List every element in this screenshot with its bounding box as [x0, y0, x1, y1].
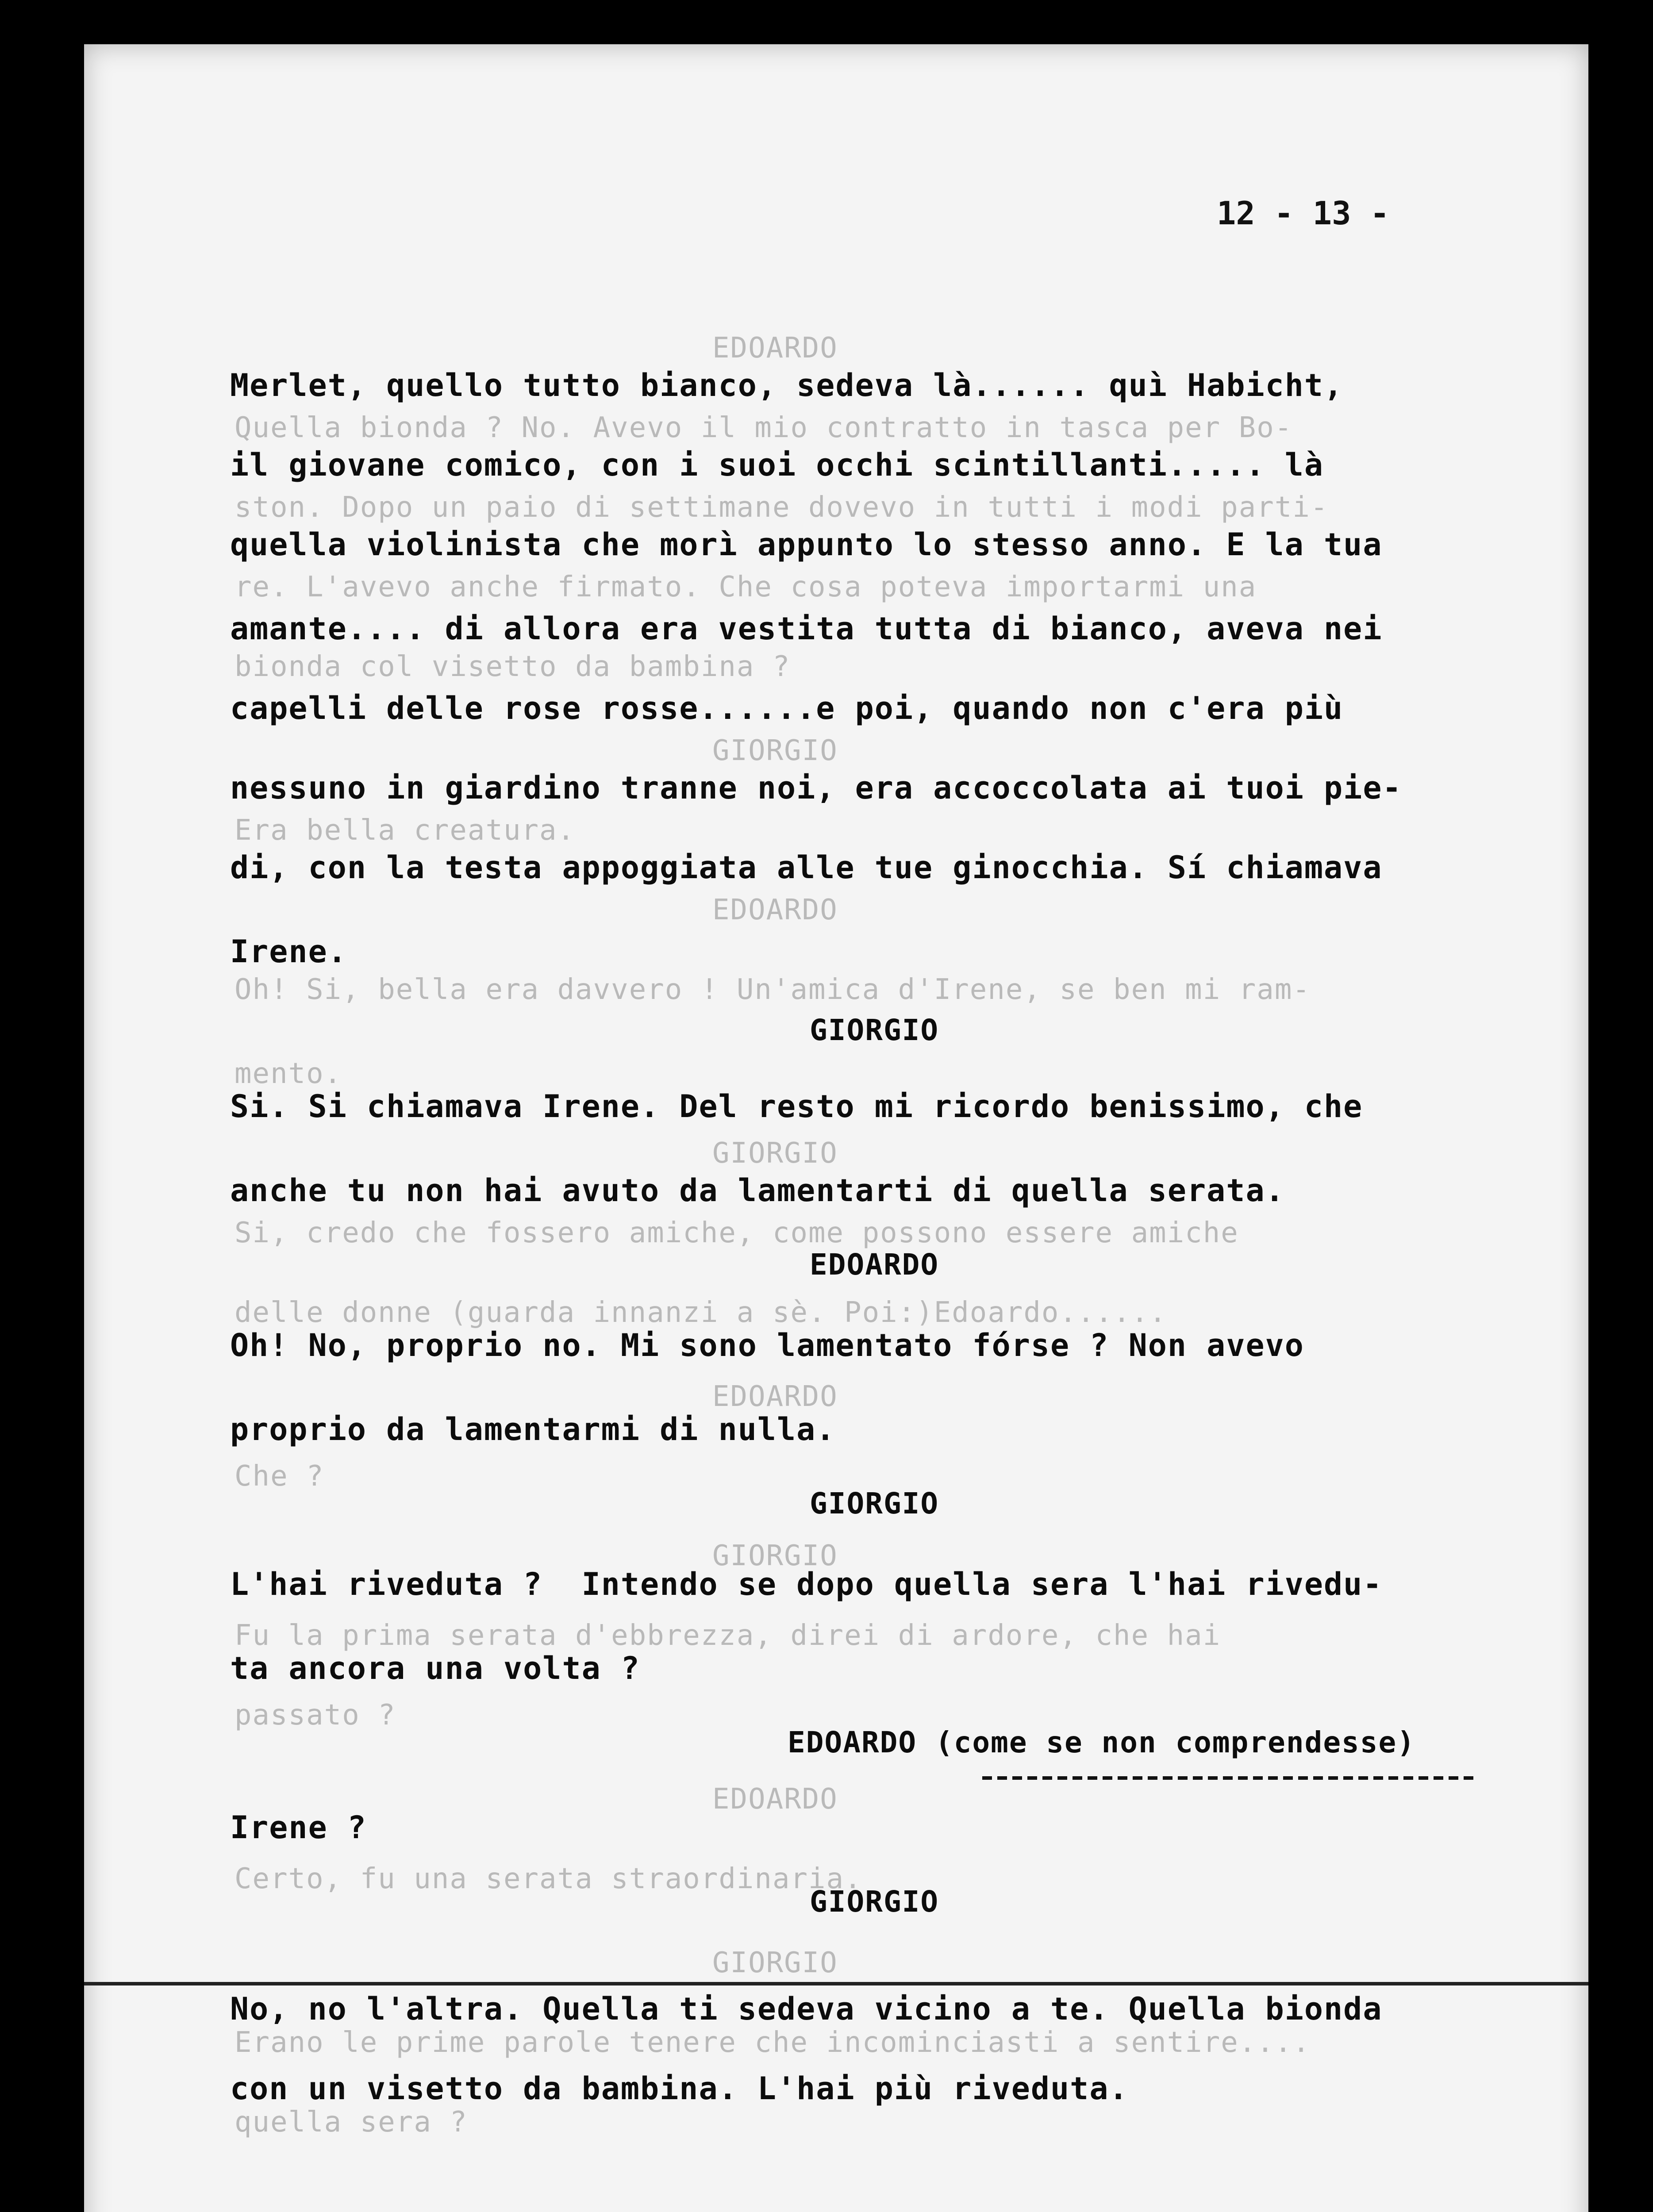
- ghost-line: mento.: [234, 1057, 342, 1090]
- ghost-line: delle donne (guarda innanzi a sè. Poi:)Edoardo......: [234, 1296, 1167, 1329]
- ghost-line: GIORGIO: [712, 1540, 838, 1572]
- ghost-line: bionda col visetto da bambina ?: [234, 650, 791, 683]
- ghost-line: re. L'avevo anche firmato. Che cosa poteva importarmi una: [234, 571, 1257, 603]
- speaker-name: GIORGIO: [810, 1013, 939, 1047]
- ghost-line: passato ?: [234, 1699, 396, 1732]
- ghost-line: EDOARDO: [712, 894, 838, 926]
- text-line: Oh! No, proprio no. Mi sono lamentato fórse ? Non avevo: [230, 1327, 1304, 1363]
- ghost-line: EDOARDO: [712, 332, 838, 365]
- text-line: Si. Si chiamava Irene. Del resto mi ricordo benissimo, che: [230, 1088, 1363, 1125]
- text-line: No, no l'altra. Quella ti sedeva vicino a te. Quella bionda: [230, 1991, 1383, 2027]
- speaker-name: EDOARDO: [810, 1248, 939, 1282]
- ghost-line: GIORGIO: [712, 1947, 838, 1979]
- text-line: con un visetto da bambina. L'hai più riveduta.: [230, 2070, 1129, 2107]
- text-line: nessuno in giardino tranne noi, era accoccolata ai tuoi pie-: [230, 770, 1402, 806]
- underline-dashes: [982, 1776, 1478, 1780]
- text-line: Merlet, quello tutto bianco, sedeva là...... quì Habicht,: [230, 367, 1344, 403]
- ghost-line: EDOARDO: [712, 1380, 838, 1413]
- text-line: ta ancora una volta ?: [230, 1650, 641, 1686]
- ghost-line: Fu la prima serata d'ebbrezza, direi di ardore, che hai: [234, 1619, 1221, 1652]
- page-fold-line: [84, 1982, 1588, 1985]
- text-line: Irene.: [230, 933, 347, 970]
- text-line: L'hai riveduta ? Intendo se dopo quella sera l'hai rivedu-: [230, 1566, 1383, 1602]
- text-line: anche tu non hai avuto da lamentarti di quella serata.: [230, 1172, 1285, 1209]
- ghost-line: EDOARDO: [712, 1783, 838, 1816]
- ghost-line: Era bella creatura.: [234, 814, 576, 847]
- ghost-line: GIORGIO: [712, 1137, 838, 1170]
- ghost-line: ston. Dopo un paio di settimane dovevo in tutti i modi parti-: [234, 491, 1329, 524]
- text-line: capelli delle rose rosse......e poi, quando non c'era più: [230, 690, 1344, 726]
- text-line: Irene ?: [230, 1809, 367, 1846]
- page-number: 12 - 13 -: [1217, 195, 1390, 232]
- speaker-stage-direction: EDOARDO (come se non comprendesse): [788, 1725, 1416, 1759]
- ghost-line: quella sera ?: [234, 2106, 468, 2139]
- ghost-line: Oh! Si, bella era davvero ! Un'amica d'Irene, se ben mi ram-: [234, 973, 1311, 1006]
- ghost-line: Erano le prime parole tenere che incominciasti a sentire....: [234, 2026, 1311, 2059]
- speaker-name: GIORGIO: [810, 1885, 939, 1919]
- text-line: proprio da lamentarmi di nulla.: [230, 1411, 836, 1448]
- text-line: amante.... di allora era vestita tutta di bianco, aveva nei: [230, 611, 1383, 647]
- text-line: di, con la testa appoggiata alle tue ginocchia. Sí chiamava: [230, 849, 1383, 886]
- ghost-line: GIORGIO: [712, 734, 838, 767]
- speaker-name: GIORGIO: [810, 1486, 939, 1521]
- typewritten-page: [84, 44, 1588, 2212]
- ghost-line: Che ?: [234, 1460, 324, 1493]
- text-line: quella violinista che morì appunto lo stesso anno. E la tua: [230, 526, 1383, 563]
- ghost-line: Quella bionda ? No. Avevo il mio contratto in tasca per Bo-: [234, 411, 1293, 444]
- ghost-line: Si, credo che fossero amiche, come possono essere amiche: [234, 1217, 1239, 1249]
- text-line: il giovane comico, con i suoi occhi scintillanti..... là: [230, 447, 1324, 483]
- ghost-line: Certo, fu una serata straordinaria.: [234, 1863, 862, 1895]
